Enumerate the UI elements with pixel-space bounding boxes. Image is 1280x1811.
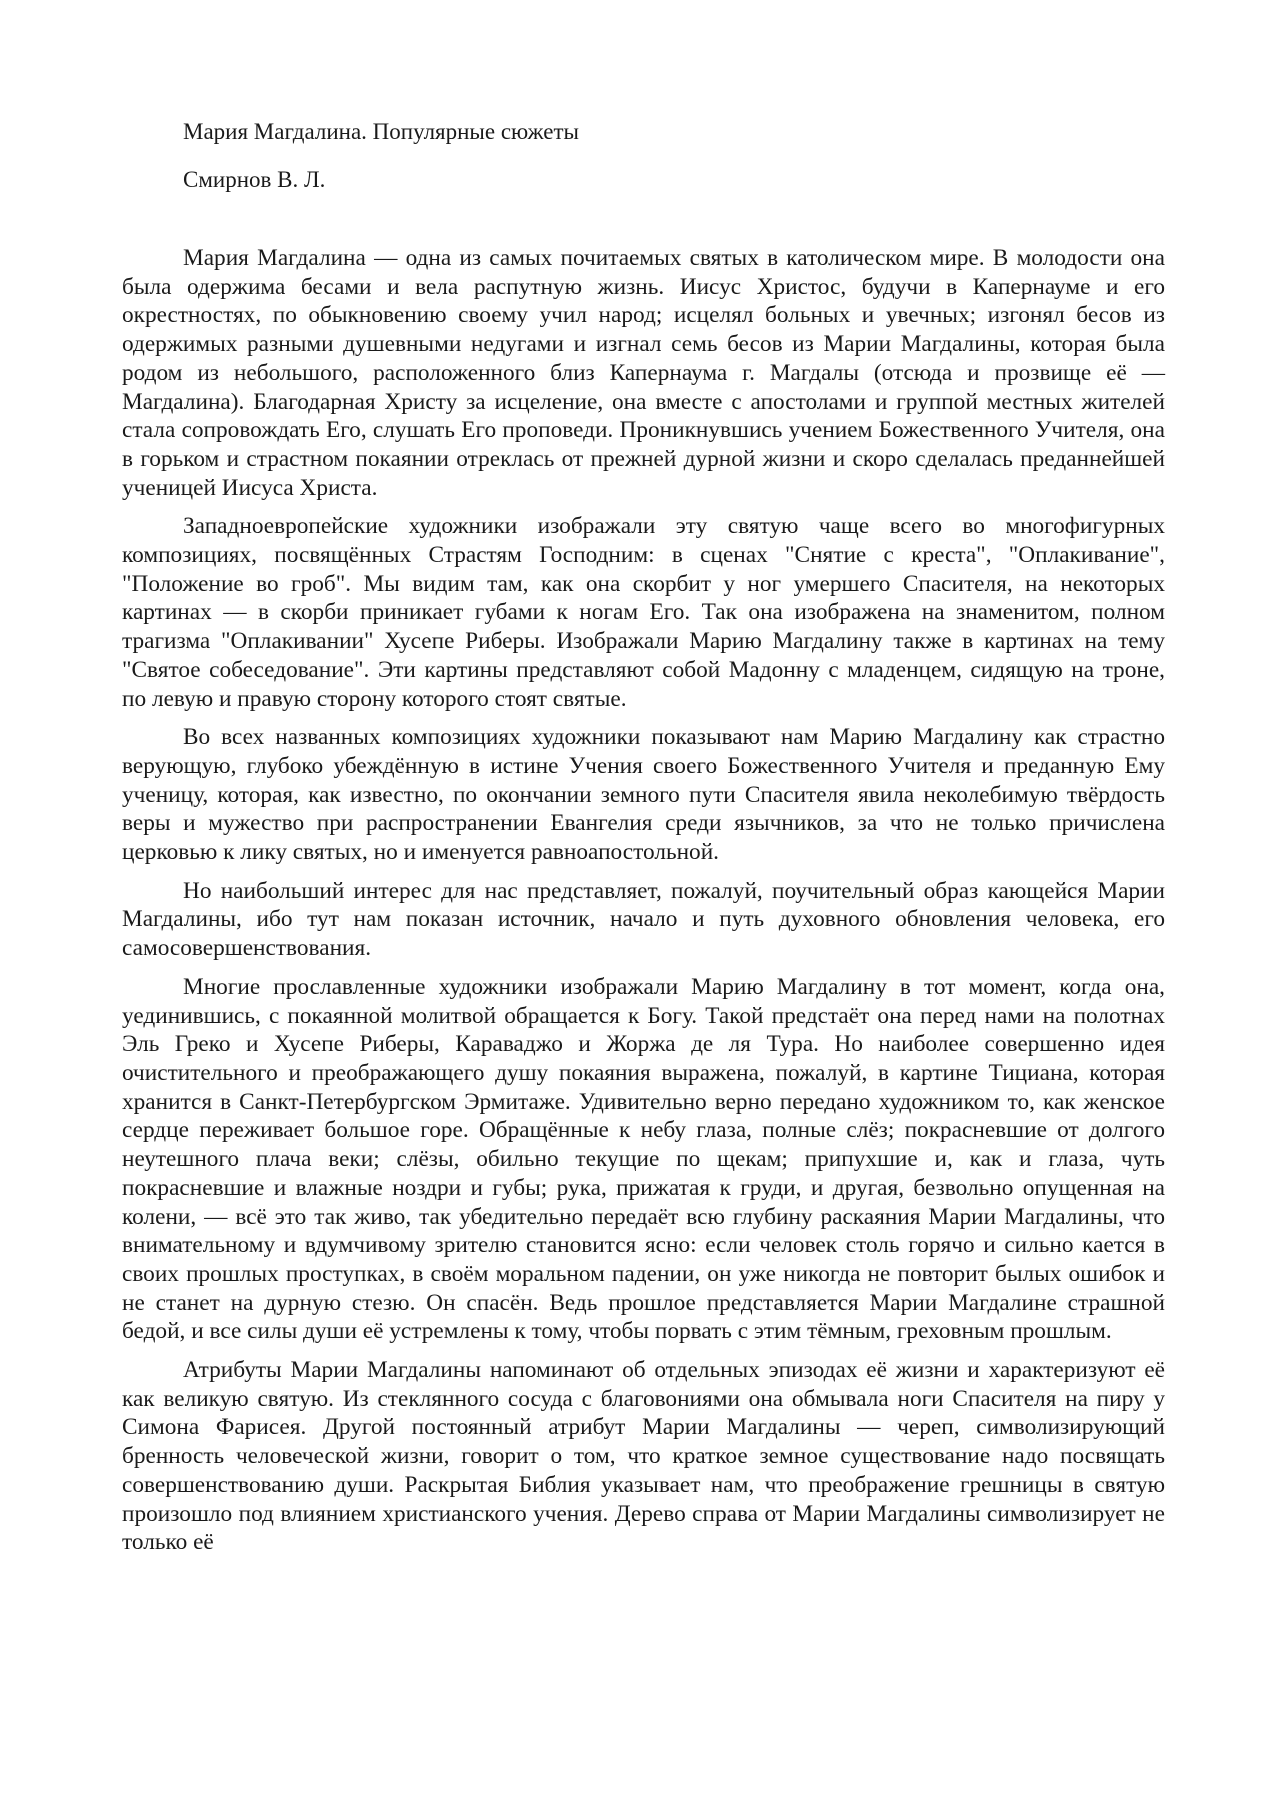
paragraph: Западноевропейские художники изображали эту святую чаще всего во многофигурных композициях, посвящённых Страстям Господним: в сценах "Снятие с креста", "Оплакивание", "Положение во гроб". Мы видим там, как она скорбит у ног умершего Спасителя, на некоторых картинах — в скорби приникает губами к ногам Его. Так она изображена на знаменитом, полном трагизма "Оплакивании" Хусепе Риберы. Изображали Марию Магдалину также в картинах на тему "Святое собеседование". Эти картины представляют собой Мадонну с младенцем, сидящую на троне, по левую и правую сторону которого стоят святые. [122,513,1165,712]
paragraph: Атрибуты Марии Магдалины напоминают об отдельных эпизодах её жизни и характеризуют её как великую святую. Из стеклянного сосуда с благовониями она обмывала ноги Спасителя на пиру у Симона Фарисея. Другой постоянный атрибут Марии Магдалины — череп, символизирующий бренность человеческой жизни, говорит о том, что краткое земное существование надо посвящать совершенствованию души. Раскрытая Библия указывает нам, что преображение грешницы в святую произошло под влиянием христианского учения. Дерево справа от Марии Магдалины символизирует не только её [122,1357,1165,1556]
paragraph: Но наибольший интерес для нас представляет, пожалуй, поучительный образ кающейся Марии Магдалины, ибо тут нам показан источник, начало и путь духовного обновления человека, его самосовершенствования. [122,877,1165,962]
paragraph: Во всех названных композициях художники показывают нам Марию Магдалину как страстно верующую, глубоко убеждённую в истине Учения своего Божественного Учителя и преданную Ему ученицу, которая, как известно, по окончании земного пути Спасителя явила неколебимую твёрдость веры и мужество при распространении Евангелия среди язычников, за что не только причислена церковью к лику святых, но и именуется равноапостольной. [122,724,1165,866]
document-title: Мария Магдалина. Популярные сюжеты [183,119,579,144]
document-header [183,118,1083,214]
paragraph: Мария Магдалина — одна из самых почитаемых святых в католическом мире. В молодости она была одержима бесами и вела распутную жизнь. Иисус Христос, будучи в Капернауме и его окрестностях, по обыкновению своему учил народ; исцелял больных и увечных; изгонял бесов из одержимых разными душевными недугами и изгнал семь бесов из Марии Магдалины, которая была родом из небольшого, расположенного близ Капернаума г. Магдалы (отсюда и прозвище её — Магдалина). Благодарная Христу за исцеление, она вместе с апостолами и группой местных жителей стала сопровождать Его, слушать Его проповеди. Проникнувшись учением Божественного Учителя, она в горьком и страстном покаянии отреклась от прежней дурной жизни и скоро сделалась преданнейшей ученицей Иисуса Христа. [122,245,1165,501]
document-body [122,244,1165,1567]
document-author: Смирнов В. Л. [183,167,326,192]
paragraph: Многие прославленные художники изображали Марию Магдалину в тот момент, когда она, уединившись, с покаянной молитвой обращается к Богу. Такой предстаёт она перед нами на полотнах Эль Греко и Хусепе Риберы, Караваджо и Жоржа де ля Тура. Но наиболее совершенно идея очистительного и преображающего душу покаяния выражена, пожалуй, в картине Тициана, которая хранится в Санкт-Петербургском Эрмитаже. Удивительно верно передано художником то, как женское сердце переживает большое горе. Обращённые к небу глаза, полные слёз; покрасневшие от долгого неутешного плача веки; слёзы, обильно текущие по щекам; припухшие и, как и глаза, чуть покрасневшие и влажные ноздри и губы; рука, прижатая к груди, и другая, безвольно опущенная на колени, — всё это так живо, так убедительно передаёт всю глубину раскаяния Марии Магдалины, что внимательному и вдумчивому зрителю становится ясно: если человек столь горячо и сильно кается в своих прошлых проступках, в своём моральном падении, он уже никогда не повторит былых ошибок и не станет на дурную стезю. Он спасён. Ведь прошлое представляется Марии Магдалине страшной бедой, и все силы души её устремлены к тому, чтобы порвать с этим тёмным, греховным прошлым. [122,973,1165,1345]
